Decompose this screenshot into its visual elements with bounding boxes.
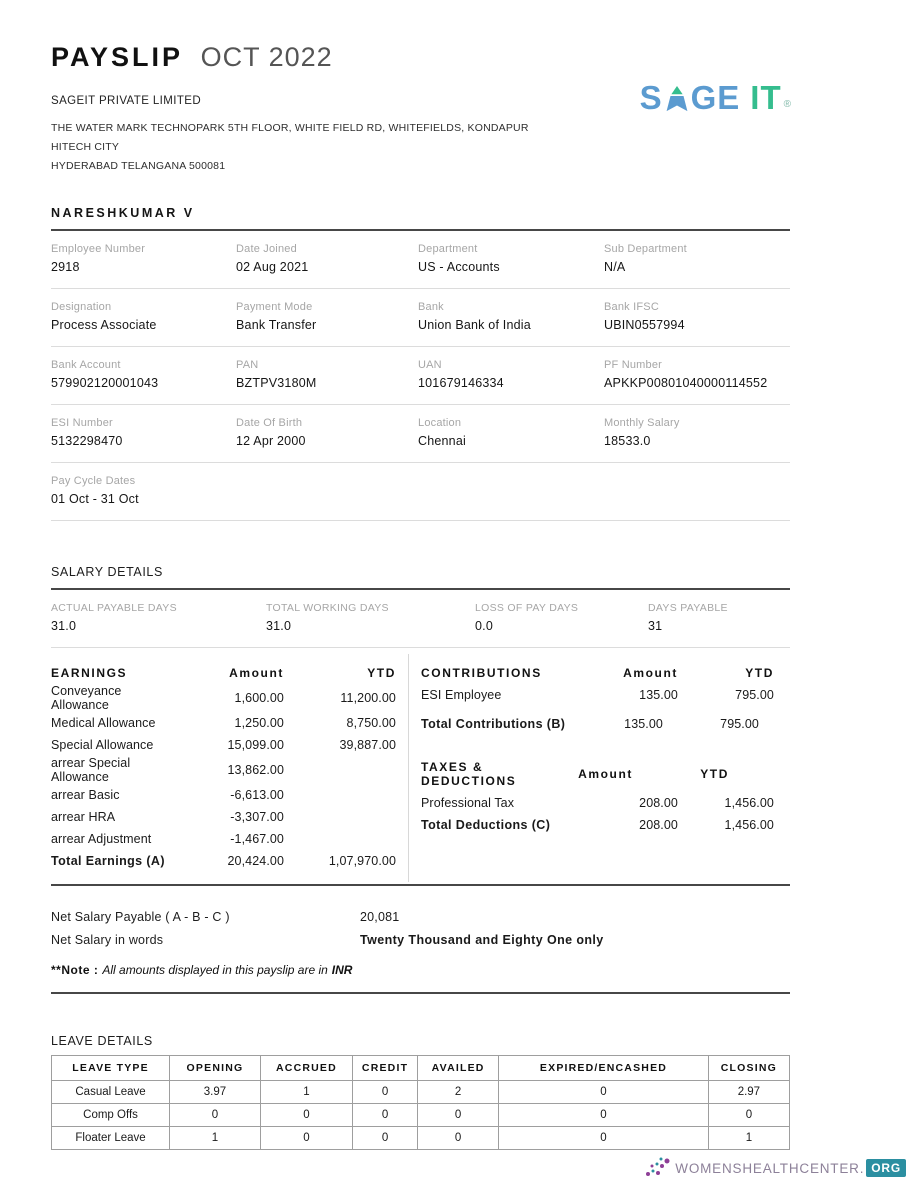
table-row: Floater Leave 1 0 0 0 0 1 xyxy=(52,1126,790,1149)
field-bank: Bank Union Bank of India xyxy=(418,300,531,332)
net-salary-words-row xyxy=(51,933,790,947)
leave-col-header: LEAVE TYPE xyxy=(52,1055,170,1080)
taxes-header: TAXES & DEDUCTIONS xyxy=(421,759,517,788)
table-row: Casual Leave 3.97 1 0 2 0 2.97 xyxy=(52,1080,790,1103)
contributions-header-row xyxy=(421,662,790,684)
ytd-header: YTD xyxy=(745,665,774,680)
leave-col-header: EXPIRED/ENCASHED xyxy=(499,1055,709,1080)
payslip-title: PAYSLIP xyxy=(51,42,184,72)
earnings-row: Medical Allowance 1,250.00 8,750.00 xyxy=(51,715,396,730)
earnings-header: EARNINGS xyxy=(51,665,128,680)
field-loss-of-pay-days: LOSS OF PAY DAYS 0.0 xyxy=(475,601,579,633)
logo-letter-s: S xyxy=(639,79,663,116)
amount-header: Amount xyxy=(229,665,284,680)
contributions-header: CONTRIBUTIONS xyxy=(421,665,542,680)
field-payment-mode: Payment Mode Bank Transfer xyxy=(236,300,317,332)
address-line-1: THE WATER MARK TECHNOPARK 5TH FLOOR, WHITE FIELD RD, WHITEFIELDS, KONDAPUR xyxy=(51,122,529,134)
leave-details-title: LEAVE DETAILS xyxy=(51,1033,153,1048)
salary-details-title: SALARY DETAILS xyxy=(51,564,163,579)
page-title xyxy=(51,44,790,71)
field-pf-number: PF Number APKKP00801040000114552 xyxy=(604,358,768,390)
watermark-text: WOMENSHEALTHCENTER. xyxy=(675,1160,865,1176)
net-salary-payable-label: Net Salary Payable ( A - B - C ) xyxy=(51,909,230,924)
employee-details-row-1 xyxy=(51,231,790,289)
field-days-payable: DAYS PAYABLE 31 xyxy=(648,601,728,633)
earnings-row: arrear HRA -3,307.00 xyxy=(51,809,284,824)
earnings-table xyxy=(51,654,408,882)
field-employee-number: Employee Number 2918 xyxy=(51,242,146,274)
field-bank-ifsc: Bank IFSC UBIN0557994 xyxy=(604,300,685,332)
employee-details-row-2 xyxy=(51,289,790,347)
earnings-row: Conveyance Allowance 1,600.00 11,200.00 xyxy=(51,683,396,712)
address-line-2: HITECH CITY xyxy=(51,140,120,153)
logo-arrow-icon xyxy=(664,84,690,114)
leave-col-header: CLOSING xyxy=(708,1055,789,1080)
taxes-total-row: Total Deductions (C) 208.00 1,456.00 xyxy=(421,817,774,832)
field-uan: UAN 101679146334 xyxy=(418,358,504,390)
watermark-org-badge: ORG xyxy=(866,1159,906,1177)
employee-details-row-5 xyxy=(51,463,790,521)
contributions-total-row: Total Contributions (B) 135.00 795.00 xyxy=(421,716,759,731)
field-department: Department US - Accounts xyxy=(418,242,500,274)
taxes-header-row xyxy=(421,756,790,792)
logo-letters-ge: GE xyxy=(690,79,741,116)
net-salary-payable-value: 20,081 xyxy=(360,909,400,924)
divider xyxy=(51,992,790,994)
field-bank-account: Bank Account 579902120001043 xyxy=(51,358,159,390)
amount-header: Amount xyxy=(578,766,633,781)
company-name: SAGEIT PRIVATE LIMITED xyxy=(51,95,202,107)
note-line xyxy=(51,963,790,977)
leave-col-header: CREDIT xyxy=(353,1055,418,1080)
divider xyxy=(51,884,790,886)
address-line-3: HYDERABAD TELANGANA 500081 xyxy=(51,159,226,172)
field-pay-cycle-dates: Pay Cycle Dates 01 Oct - 31 Oct xyxy=(51,474,139,506)
table-row: Comp Offs 0 0 0 0 0 0 xyxy=(52,1103,790,1126)
field-esi-number: ESI Number 5132298470 xyxy=(51,416,123,448)
note-prefix: **Note : xyxy=(51,962,99,977)
field-location: Location Chennai xyxy=(418,416,466,448)
dots-icon xyxy=(644,1156,674,1180)
earnings-row: arrear Special Allowance 13,862.00 xyxy=(51,755,284,784)
logo-letters-it: IT xyxy=(750,79,782,116)
earnings-total-row: Total Earnings (A) 20,424.00 1,07,970.00 xyxy=(51,853,396,868)
net-salary-words-value: Twenty Thousand and Eighty One only xyxy=(360,932,604,947)
leave-col-header: ACCRUED xyxy=(260,1055,352,1080)
employee-details-row-4 xyxy=(51,405,790,463)
watermark xyxy=(644,1156,906,1180)
field-total-working-days: TOTAL WORKING DAYS 31.0 xyxy=(266,601,389,633)
ytd-header: YTD xyxy=(367,665,396,680)
note-text: All amounts displayed in this payslip are in xyxy=(102,962,328,977)
field-monthly-salary: Monthly Salary 18533.0 xyxy=(604,416,680,448)
employee-name: NARESHKUMAR V xyxy=(51,205,195,220)
employee-details-row-3 xyxy=(51,347,790,405)
net-salary-block xyxy=(51,910,790,977)
leave-col-header: AVAILED xyxy=(418,1055,499,1080)
company-block xyxy=(51,79,792,176)
leave-details-table xyxy=(51,1055,790,1150)
amount-header: Amount xyxy=(623,665,678,680)
earnings-row: arrear Basic -6,613.00 xyxy=(51,787,284,802)
field-date-joined: Date Joined 02 Aug 2021 xyxy=(236,242,309,274)
field-actual-payable-days: ACTUAL PAYABLE DAYS 31.0 xyxy=(51,601,177,633)
company-address xyxy=(51,119,790,176)
payslip-period: OCT 2022 xyxy=(200,42,333,72)
field-designation: Designation Process Associate xyxy=(51,300,157,332)
payable-days-row xyxy=(51,590,790,648)
net-salary-payable-row xyxy=(51,910,790,924)
registered-mark-icon: ® xyxy=(783,99,792,110)
earnings-row: arrear Adjustment -1,467.00 xyxy=(51,831,284,846)
field-date-of-birth: Date Of Birth 12 Apr 2000 xyxy=(236,416,306,448)
earnings-header-row xyxy=(51,662,396,684)
salary-columns xyxy=(51,654,790,882)
field-pan: PAN BZTPV3180M xyxy=(236,358,317,390)
taxes-row: Professional Tax 208.00 1,456.00 xyxy=(421,795,774,810)
leave-header-row xyxy=(52,1055,790,1080)
earnings-row: Special Allowance 15,099.00 39,887.00 xyxy=(51,737,396,752)
contributions-row: ESI Employee 135.00 795.00 xyxy=(421,687,774,702)
field-sub-department: Sub Department N/A xyxy=(604,242,687,274)
sageit-logo xyxy=(640,81,790,114)
leave-col-header: OPENING xyxy=(170,1055,261,1080)
deductions-column xyxy=(409,654,790,882)
net-salary-words-label: Net Salary in words xyxy=(51,932,164,947)
note-currency: INR xyxy=(331,962,353,977)
ytd-header: YTD xyxy=(700,766,729,781)
